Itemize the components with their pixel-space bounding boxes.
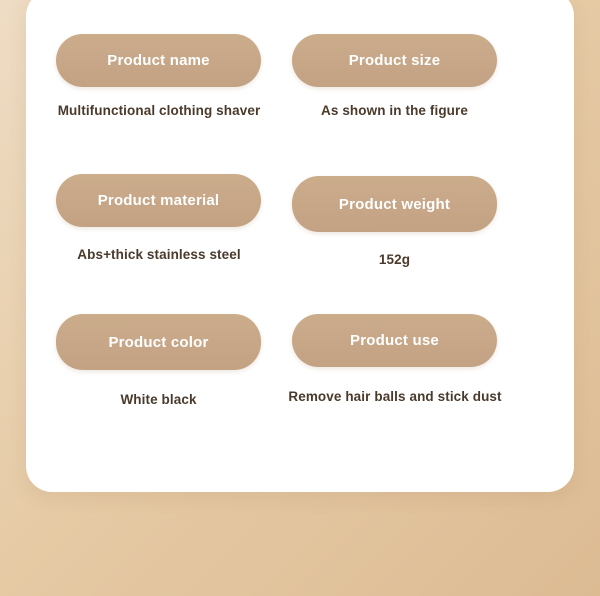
spec-value: Remove hair balls and stick dust bbox=[288, 389, 502, 404]
spec-item-product-color bbox=[56, 314, 261, 454]
spec-item-product-weight bbox=[292, 174, 497, 314]
spec-label-pill: Product size bbox=[292, 34, 497, 87]
spec-item-product-material bbox=[56, 174, 261, 314]
spec-item-product-name bbox=[56, 34, 261, 174]
spec-value: White black bbox=[120, 392, 197, 407]
spec-label-pill: Product material bbox=[56, 174, 261, 227]
spec-grid bbox=[56, 34, 546, 454]
spec-label-pill: Product use bbox=[292, 314, 497, 367]
spec-item-product-size bbox=[292, 34, 497, 174]
spec-value: 152g bbox=[378, 252, 411, 267]
spec-label-pill: Product name bbox=[56, 34, 261, 87]
spec-value: As shown in the figure bbox=[321, 103, 468, 118]
spec-label-pill: Product color bbox=[56, 314, 261, 370]
spec-value: Abs+thick stainless steel bbox=[77, 247, 241, 262]
spec-item-product-use bbox=[288, 314, 502, 454]
spec-value: Multifunctional clothing shaver bbox=[57, 103, 261, 118]
spec-label-pill: Product weight bbox=[292, 176, 497, 232]
